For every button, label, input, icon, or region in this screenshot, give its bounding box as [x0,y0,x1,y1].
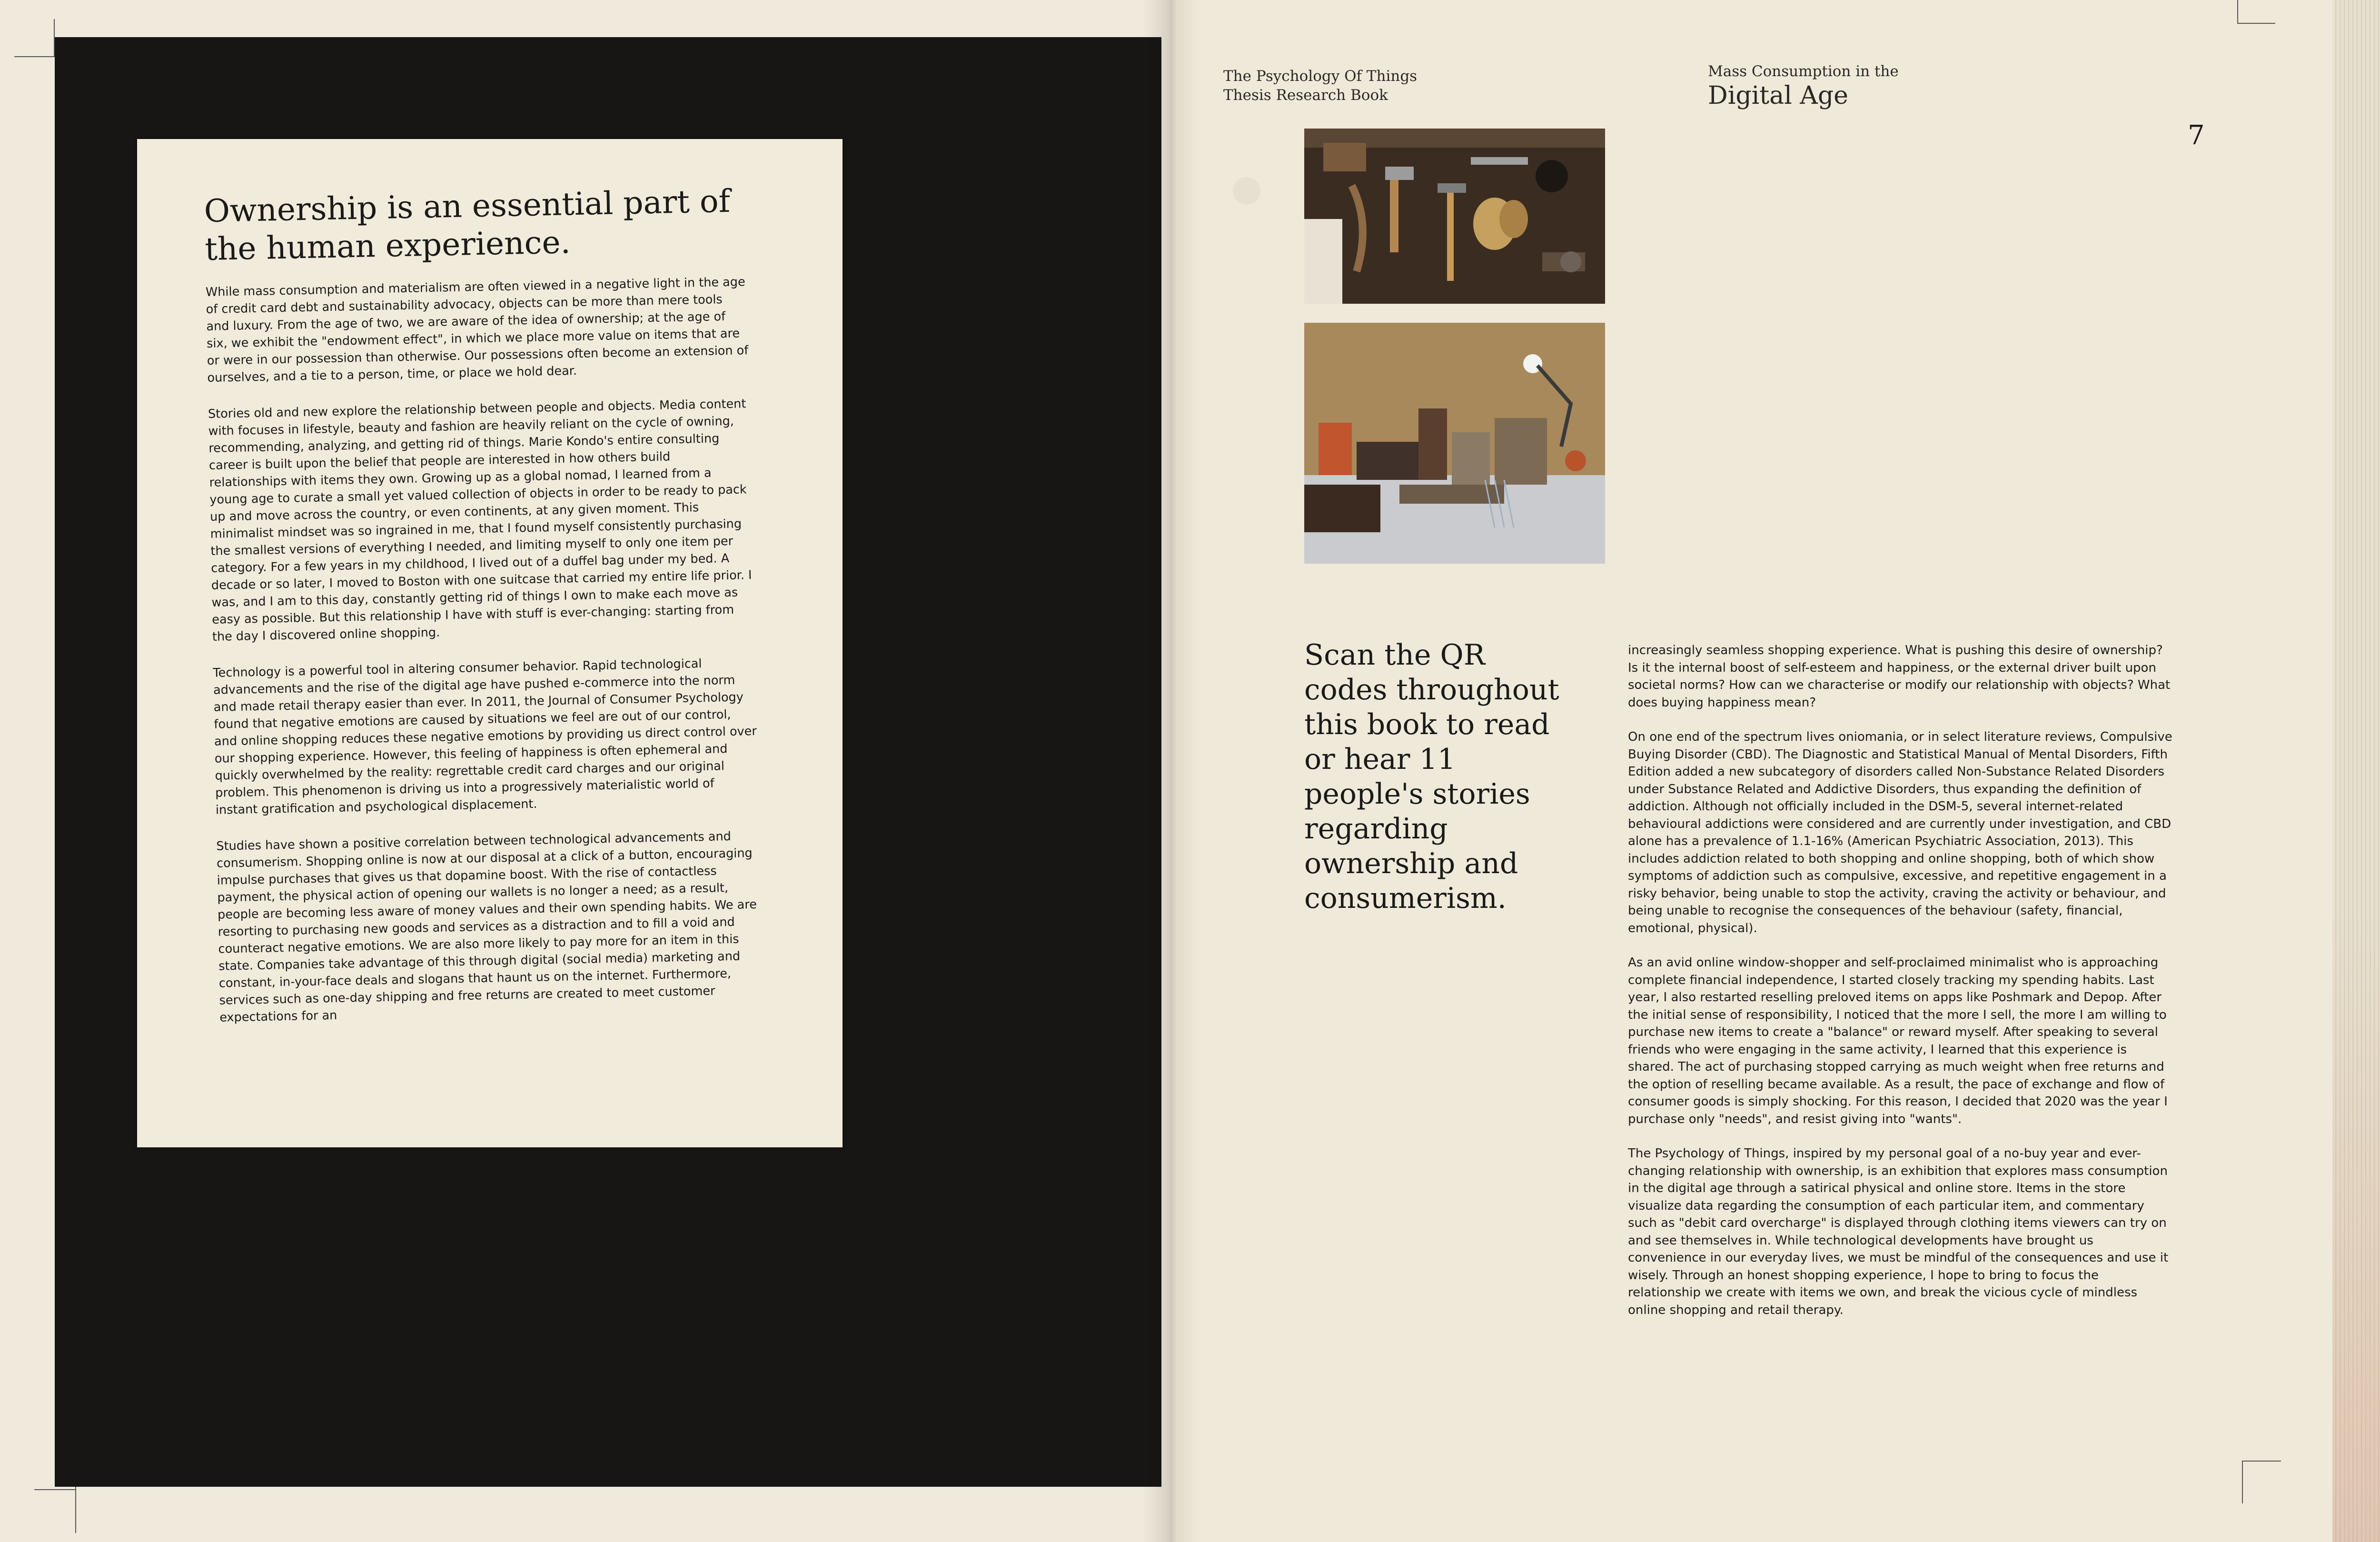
body-paragraph: increasingly seamless shopping experience. What is pushing this desire of ownership? Is it the internal boost of self-esteem and happiness, or the external driver built upon societal norms? How can we characterise or modify our relationship with objects? What does buying happiness mean? [1628,643,2171,710]
text-insert-card [137,139,843,1147]
crop-mark [75,1481,76,1533]
page-edges-tint [2332,905,2380,1542]
body-paragraph: On one end of the spectrum lives oniomania, or in select literature reviews, Compulsive Buying Disorder (CBD). The Diagnostic and Statistical Manual of Mental Disorders, Fifth Edition added a new subcategory of disorders called Non-Substance Related Disorders under Substance Related and Addictive Disorders, thus expanding the definition of addiction. Although not officially included in the DSM-5, several internet-related behavioural addictions were considered and are currently under investigation, and CBD alone has a prevalence of 1.1-16% (American Psychiatric Association, 2013). This includes addiction related to both shopping and online shopping, both of which show symptoms of addiction such as compulsive, excessive, and repetitive engagement in a risky behavior, being unable to stop the activity, craving the activity or behaviour, and being unable to recognise the consequences of the behaviour (safety, financial, emotional, physical). [1628,730,2172,935]
tools-illustration [1304,129,1605,304]
desk-illustration [1304,323,1605,564]
insert-paragraph: While mass consumption and materialism are often viewed in a negative light in the age of credit card debt and sustainability advocacy, objects can be more than mere tools and luxury. From the age of two, we are aware of the idea of ownership; at the age of six, we exhibit the "endowment effect", in which we place more value on items that are or were in our possession than otherwise. Our possessions often become an extension of ourselves, and a tie to a person, time, or place we hold dear. [205,275,749,385]
left-page [0,0,1161,1542]
running-header-left [1223,67,1417,105]
desk-photo [1304,323,1605,564]
crop-mark [2237,23,2275,24]
body-text-column [1628,642,2174,1336]
insert-paragraph: Studies have shown a positive correlation between technological advancements and consumerism. Shopping online is now at our disposal at a click of a button, encouraging impulse purchases that gives us that dopamine boost. With the rise of contactless payment, the physical action of opening our wallets is no longer a need; as a result, people are becoming less aware of money values and their own spending habits. We are resorting to purchasing new goods and services as a distraction and to fill a void and counteract negative emotions. We are also more likely to pay more for an item in this state. Companies take advantage of this through digital (social media) marketing and constant, in-your-face deals and slogans that haunt us on the internet. Furthermore, services such as one-day shipping and free returns are created to meet customer expectations for an [216,829,757,1025]
section-superscript: Mass Consumption in the [1708,63,1899,80]
crop-mark [2243,1461,2281,1462]
scan-qr-heading: Scan the QR codes throughout this book to read or hear 11 people's stories regarding ownership and consumerism. [1304,638,1559,915]
body-paragraph: The Psychology of Things, inspired by my personal goal of a no-buy year and ever-changing relationship with ownership, is an exhibition that explores mass consumption in the digital age through a satirical physical and online store. Items in the store visualize data regarding the consumption of each particular item, and commentary such as "debit card overcharge" is displayed through clothing items viewers can try on and see themselves in. While technological developments have brought us convenience in our everyday lives, we must be mindful of the consequences and use it wisely. Through an honest shopping experience, I hope to bring to focus the relationship we create with items we own, and break the vicious cycle of mindless online shopping and retail therapy. [1628,1146,2169,1317]
insert-title: Ownership is an essential part of the human experience. [204,182,731,268]
body-paragraph: As an avid online window-shopper and self-proclaimed minimalist who is approaching complete financial independence, I started closely tracking my spending habits. Last year, I also restarted reselling preloved items on apps like Poshmark and Depop. After the initial sense of responsibility, I noticed that the more I sell, the more I am willing to purchase new items to create a "balance" or reward myself. After speaking to several friends who were engaging in the same activity, I learned that this experience is shared. The act of purchasing stopped carrying as much weight when free returns and the option of reselling became available. As a result, the pace of exchange and flow of consumer goods is simply shocking. For this reason, I decided that 2020 was the year I purchase only "needs", and resist giving into "wants". [1628,955,2168,1126]
page-number: 7 [2188,120,2205,151]
running-header-right [1708,62,1899,110]
insert-paragraph: Stories old and new explore the relationship between people and objects. Media content with focuses in lifestyle, beauty and fashion are heavily reliant on the cycle of owning, recommending, analyzing, and getting rid of things. Marie Kondo's entire consulting career is built upon the belief that people are interested in how others build relationships with items they own. Growing up as a global nomad, I learned from a young age to curate a small yet valued collection of objects in order to be ready to pack up and move across the country, or even continents, at any given moment. This minimalist mindset was so ingrained in me, that I found myself consistently purchasing the smallest versions of everything I needed, and limiting myself to only one item per category. For a few years in my childhood, I lived out of a duffel bag under my bed. A decade or so later, I moved to Boston with one suitcase that carried my entire life prior. I was, and I am to this day, constantly getting rid of things I own to make each move as easy as possible. But this relationship I have with stuff is ever-changing: starting from the day I discovered online shopping. [208,397,752,644]
insert-paragraph: Technology is a powerful tool in altering consumer behavior. Rapid technological advancements and the rise of the digital age have pushed e-commerce into the norm and made retail therapy easier than ever. In 2011, the Journal of Consumer Psychology found that negative emotions are caused by situations we feel are out of our control, and online shopping reduces these negative emotions by providing us direct control over our shopping experience. However, this feeling of happiness is often ephemeral and quickly overwhelmed by the reality: regrettable credit card charges and our original problem. This phenomenon is driving us into a progressively materialistic world of instant gratification and psychological displacement. [213,657,757,817]
header-book-subtitle: Thesis Research Book [1223,87,1388,104]
crop-mark [14,56,55,57]
spine-gutter [1142,0,1200,1542]
tools-photo [1304,129,1605,304]
crop-mark [2242,1461,2243,1503]
header-book-title: The Psychology Of Things [1223,68,1418,85]
section-title: Digital Age [1708,81,1848,110]
insert-content [204,182,763,1045]
crop-mark [34,1489,75,1490]
crop-mark [2237,0,2238,23]
